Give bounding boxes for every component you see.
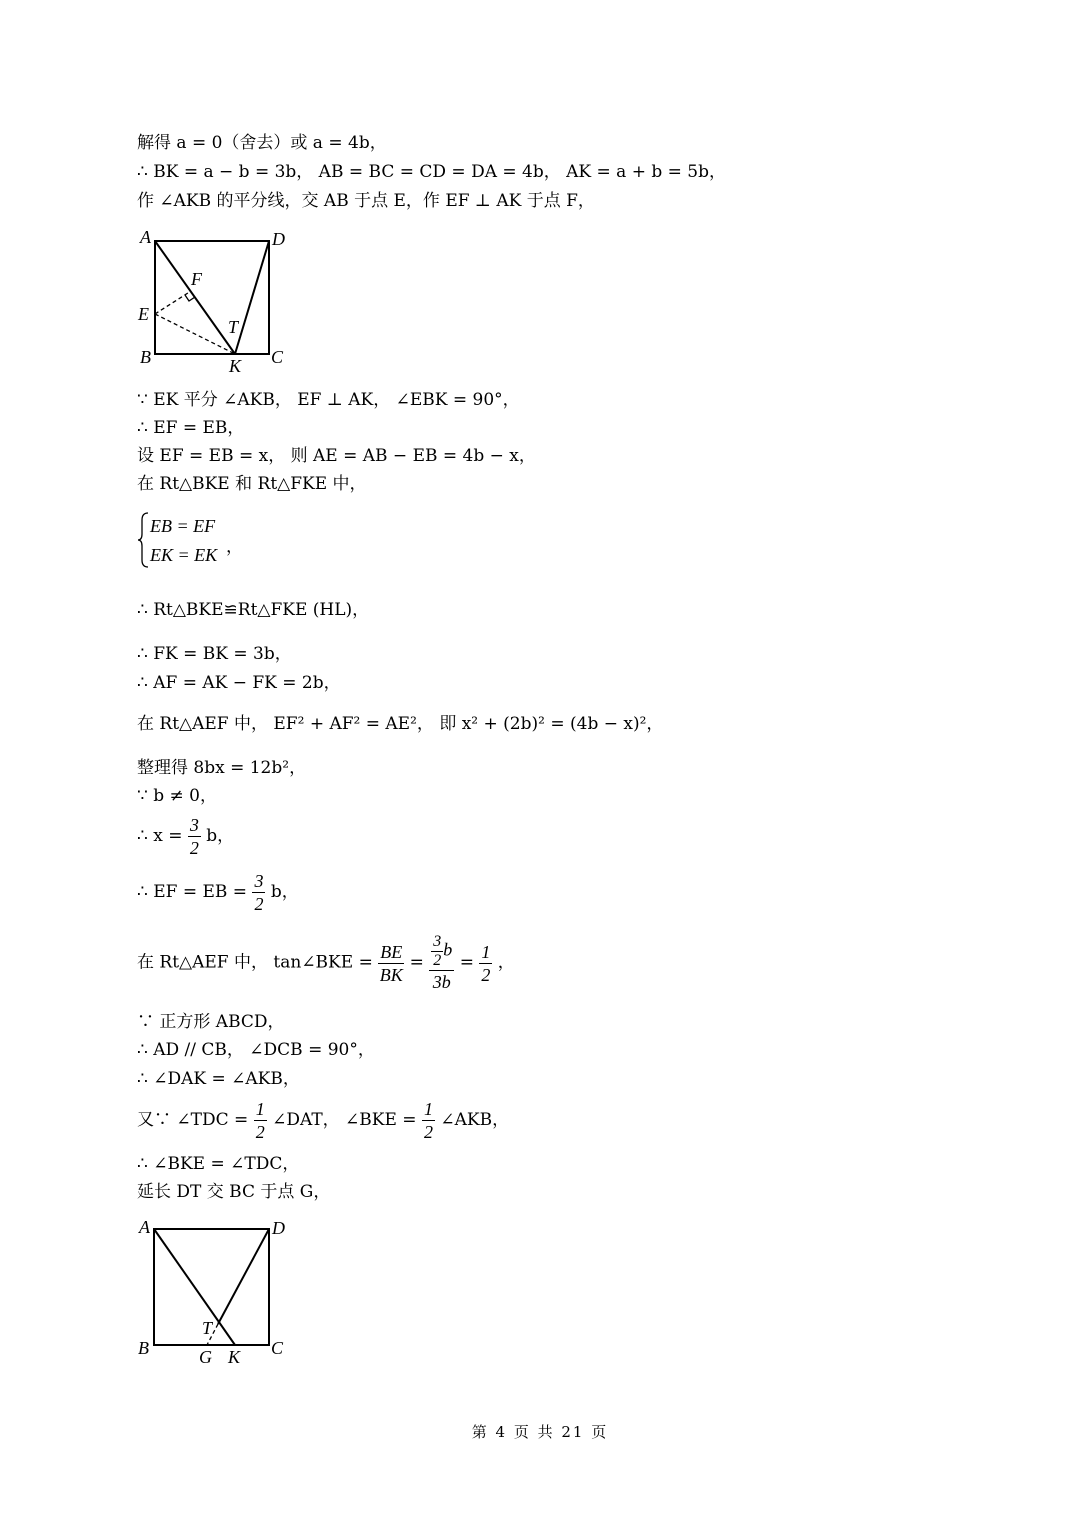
line-10: ∴ AF = AK − FK = 2b， xyxy=(137,673,341,693)
segment-ef-dashed xyxy=(155,291,191,314)
line-20 xyxy=(137,1098,509,1143)
fraction-3-2 xyxy=(188,814,201,859)
inner-fraction xyxy=(431,933,443,970)
label-d: D xyxy=(272,229,285,249)
label-c: C xyxy=(271,347,284,367)
segment-ek-dashed xyxy=(155,314,235,354)
label-a: A xyxy=(140,227,151,247)
fraction-den: 2 xyxy=(255,1122,265,1142)
system-comma: ， xyxy=(226,537,243,557)
label-t: T xyxy=(202,1318,213,1338)
line-5: ∴ EF = EB， xyxy=(137,418,245,438)
fraction-den: 2 xyxy=(481,964,491,985)
label-a: A xyxy=(139,1217,150,1237)
fraction-den: 2 xyxy=(433,952,442,969)
segment-dt xyxy=(218,1229,269,1324)
system-brace xyxy=(138,512,150,568)
line-4: ∵ EK 平分 ∠AKB， EF ⊥ AK， ∠EBK = 90°， xyxy=(137,390,520,410)
label-d: D xyxy=(272,1218,285,1238)
line-18: ∴ AD // CB， ∠DCB = 90°， xyxy=(137,1040,375,1060)
system-eq-1: EB = EF xyxy=(150,516,216,536)
line-19: ∴ ∠DAK = ∠AKB， xyxy=(137,1069,300,1089)
line-15-pre: ∴ EF = EB = xyxy=(137,882,248,902)
line-11: 在 Rt△AEF 中， EF² + AF² = AE²， 即 x² + (2b)² = (4b − x)²， xyxy=(137,714,664,734)
fraction-1-2 xyxy=(479,941,492,986)
label-g: G xyxy=(199,1347,212,1367)
label-f: F xyxy=(191,269,202,289)
label-c: C xyxy=(271,1338,284,1358)
equals-sign: = xyxy=(409,952,424,973)
line-12: 整理得 8bx = 12b²， xyxy=(137,758,307,778)
segment-dk xyxy=(235,241,269,354)
fraction-nested xyxy=(429,933,454,993)
fraction-1-2 xyxy=(422,1098,435,1143)
fraction-num xyxy=(429,933,454,971)
fraction-num: 1 xyxy=(423,1099,433,1119)
line-15 xyxy=(137,870,299,915)
fraction-num: BE xyxy=(380,941,403,962)
equals-sign: = xyxy=(459,952,474,973)
line-20-pre: 又∵ ∠TDC = xyxy=(137,1110,249,1130)
fraction-den: 2 xyxy=(189,838,199,858)
line-14 xyxy=(137,814,234,859)
line-2: ∴ BK = a − b = 3b， AB = BC = CD = DA = 4b， AK = a + b = 5b， xyxy=(137,162,726,182)
fraction-num: 3 xyxy=(254,871,264,891)
page-footer: 第 4 页 共 21 页 xyxy=(471,1423,609,1441)
fraction-be-bk xyxy=(378,941,404,986)
line-15-post: b， xyxy=(270,882,299,902)
label-e: E xyxy=(138,304,149,324)
line-16-post: ， xyxy=(497,952,515,973)
fraction-3-2 xyxy=(252,870,265,915)
line-7: 在 Rt△BKE 和 Rt△FKE 中， xyxy=(137,474,367,494)
label-b: B xyxy=(140,347,151,367)
line-3: 作 ∠AKB 的平分线，交 AB 于点 E，作 EF ⊥ AK 于点 F， xyxy=(137,191,595,211)
line-1: 解得 a = 0（舍去）或 a = 4b， xyxy=(137,133,387,153)
fraction-num: 3 xyxy=(189,815,199,835)
line-16 xyxy=(137,933,515,993)
line-20-mid: ∠DAT， ∠BKE = xyxy=(272,1110,417,1130)
line-14-pre: ∴ x = xyxy=(137,826,183,846)
fraction-den: 3b xyxy=(432,972,451,992)
label-b: B xyxy=(138,1338,149,1358)
fraction-den: BK xyxy=(379,964,403,985)
line-6: 设 EF = EB = x， 则 AE = AB − EB = 4b − x， xyxy=(137,446,536,466)
line-13: ∵ b ≠ 0， xyxy=(137,786,217,806)
label-k: K xyxy=(228,1347,241,1367)
line-17: ∵ 正方形 ABCD， xyxy=(137,1012,285,1032)
line-9: ∴ FK = BK = 3b， xyxy=(137,644,292,664)
fraction-num: 3 xyxy=(433,933,442,950)
label-t: T xyxy=(228,317,239,337)
line-20-post: ∠AKB， xyxy=(440,1110,510,1130)
line-16-pre: 在 Rt△AEF 中， tan∠BKE = xyxy=(137,952,373,973)
fraction-den: 2 xyxy=(423,1122,433,1142)
line-8: ∴ Rt△BKE≌Rt△FKE (HL)， xyxy=(137,600,370,620)
label-k: K xyxy=(229,356,242,376)
figure-square-1 xyxy=(135,226,305,376)
line-22: 延长 DT 交 BC 于点 G， xyxy=(137,1182,331,1202)
segment-ak xyxy=(154,1229,235,1345)
fraction-num: 1 xyxy=(481,941,491,962)
variable-b: b xyxy=(443,939,453,960)
fraction-den: 2 xyxy=(254,894,264,914)
line-14-post: b， xyxy=(206,826,235,846)
fraction-1-2 xyxy=(254,1098,267,1143)
line-21: ∴ ∠BKE = ∠TDC， xyxy=(137,1154,300,1174)
system-eq-2: EK = EK xyxy=(150,545,218,565)
fraction-num: 1 xyxy=(255,1099,265,1119)
figure-square-2 xyxy=(135,1214,305,1374)
